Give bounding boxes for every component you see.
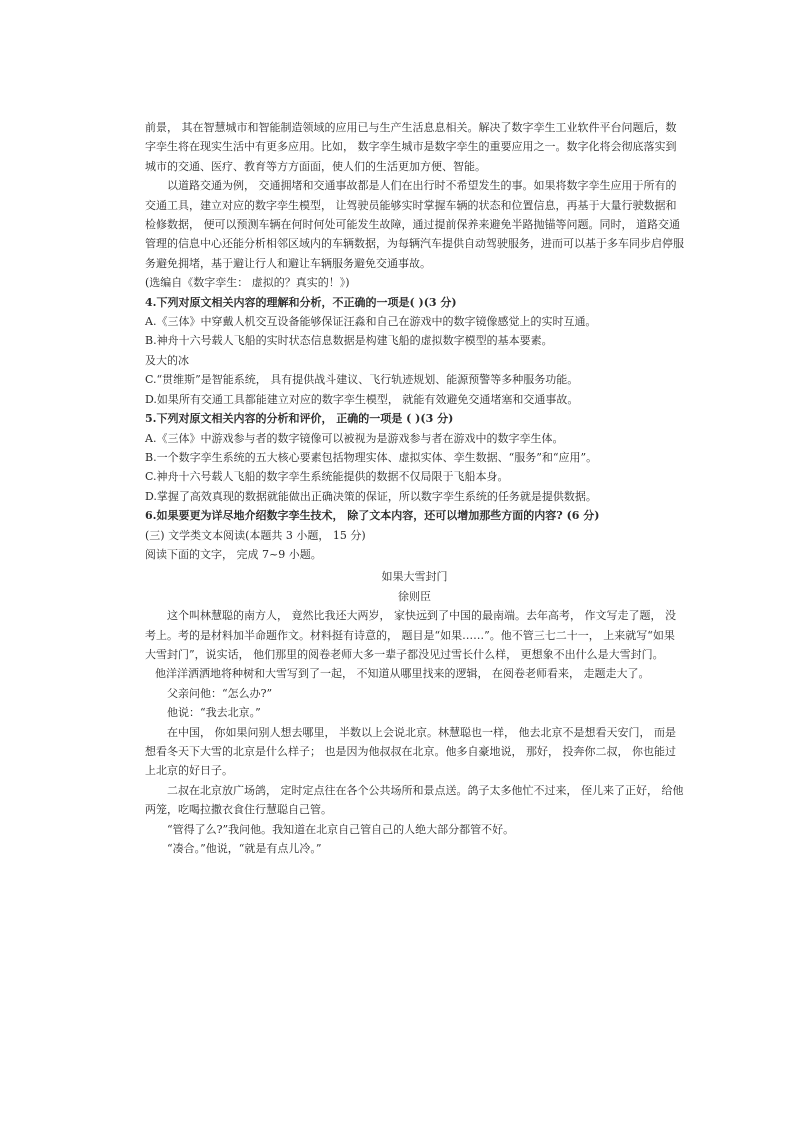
question-5-stem: 5.下列对原文相关内容的分析和评价， 正确的一项是 ( )(3 分) <box>145 412 454 426</box>
question-4-option-b: B.神舟十六号载人飞船的实时状态信息数据是构建飞船的虚拟数字模型的基本要素。 <box>145 334 553 348</box>
question-6-stem: 6.如果要更为详尽地介绍数字孪生技术， 除了文本内容，还可以增加那些方面的内容? (6 分) <box>145 509 600 523</box>
story-author: 徐则臣 <box>398 589 431 603</box>
story-paragraph-6: 二叔在北京放广场鸽， 定时定点往在各个公共场所和景点送。鸽子太多他忙不过来， 侄儿来了正好， 给他两笼，吃喝拉撒衣食住行慧聪自己管。 <box>145 783 684 817</box>
passage-source: (选编自《数字孪生： 虚拟的？真实的！》) <box>145 276 350 290</box>
story-paragraph-7: “管得了么?”我问他。我知道在北京自己管自己的人绝大部分都管不好。 <box>167 822 515 836</box>
story-paragraph-8: “凑合。”他说，“就是有点儿冷。” <box>167 842 322 856</box>
story-paragraph-4: 他说：“我去北京。” <box>167 706 261 720</box>
stray-text-fragment: 及大的冰 <box>145 353 189 367</box>
question-4-option-c: C.“贯维斯”是智能系统， 具有提供战斗建议、飞行轨迹规划、能源预警等多种服务功能。 <box>145 373 579 387</box>
question-5-option-a: A.《三体》中游戏参与者的数字镜像可以被视为是游戏参与者在游戏中的数字孪生体。 <box>145 431 564 445</box>
story-paragraph-5: 在中国， 你如果问别人想去哪里， 半数以上会说北京。林慧聪也一样， 他去北京不是想看天安门， 而是想看冬天下大雪的北京是什么样子； 也是因为他叔叔在北京。他多自豪地说， 那好， 投奔你二叔， 你也能过上北京的好日子。 <box>145 725 676 778</box>
question-5-option-b: B.一个数字孪生系统的五大核心要素包括物理实体、虚拟实体、孪生数据、“服务”和“应用”。 <box>145 450 598 464</box>
question-4-stem: 4.下列对原文相关内容的理解和分析，不正确的一项是( )(3 分) <box>145 295 457 309</box>
story-paragraph-2: 他洋洋洒洒地将种树和大雪写到了一起， 不知道从哪里找来的逻辑， 在阅卷老师看来， 走题走大了。 <box>155 667 650 681</box>
reading-instruction: 阅读下面的文字， 完成 7~9 小题。 <box>145 547 322 561</box>
section-3-heading: (三) 文学类文本阅读(本题共 3 小题， 15 分) <box>145 528 366 542</box>
story-paragraph-3: 父亲问他：“怎么办?” <box>167 686 273 700</box>
passage-paragraph-traffic: 以道路交通为例， 交通拥堵和交通事故都是人们在出行时不希望发生的事。如果将数字孪生应用于所有的交通工具，建立对应的数字孪生模型， 让驾驶员能够实时掌握车辆的状态和位置信息，再基于大量行驶数据和检修数据， 便可以预测车辆在何时何处可能发生故障，通过提前保养来避免半路抛锚等问题。同时， 道路交通管理的信息中心还能分析相邻区域内的车辆数据，为每辆汽车提供自动驾驶服务，进而可以基于多车同步启停服务避免拥堵，基于避让行人和避让车辆服务避免交通事故。 <box>145 179 684 270</box>
story-paragraph-1: 这个叫林慧聪的南方人， 竟然比我还大两岁， 家快远到了中国的最南端。去年高考， 作文写走了题， 没考上。考的是材料加半命题作文。材料挺有诗意的， 题目是“如果……”。他不管三七二十一， 上来就写“如果大雪封门”，说实话， 他们那里的阅卷老师大多一辈子都没见过雪长什么样， 更想象不出什么是大雪封门。 <box>145 609 676 661</box>
question-4-option-d: D.如果所有交通工具都能建立对应的数字孪生模型， 就能有效避免交通堵塞和交通事故。 <box>145 392 579 406</box>
question-5-option-d: D.掌握了高效真现的数据就能做出正确决策的保证，所以数字孪生系统的任务就是提供数据。 <box>145 489 597 503</box>
question-5-option-c: C.神舟十六号载人飞船的数字孪生系统能提供的数据不仅局限于飞船本身。 <box>145 470 509 484</box>
story-title: 如果大雪封门 <box>381 570 448 584</box>
question-4-option-a: A.《三体》中穿戴人机交互设备能够保证汪淼和自己在游戏中的数字镜像感觉上的实时互通。 <box>145 315 597 329</box>
passage-paragraph-continuation: 前景， 其在智慧城市和智能制造领域的应用已与生产生活息息相关。解决了数字孪生工业软件平台问题后，数字孪生将在现实生活中有更多应用。比如， 数字孪生城市是数字孪生的重要应用之一。数字化将会彻底落实到城市的交通、医疗、教育等方方面面，使人们的生活更加方便、智能。 <box>145 121 677 173</box>
